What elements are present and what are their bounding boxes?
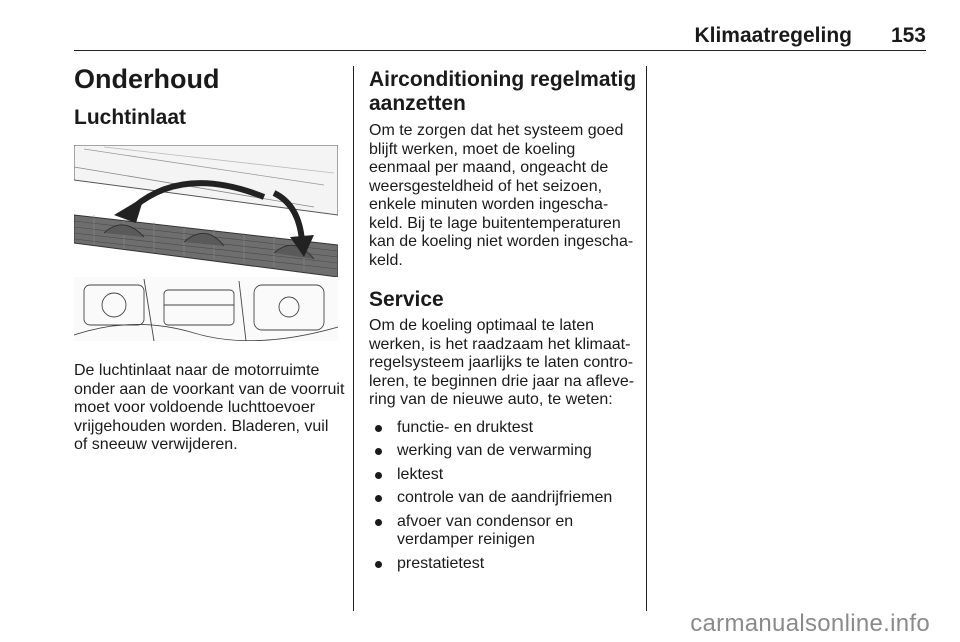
text-line: vrijgehouden worden. Bladeren, vuil (74, 417, 329, 435)
service-title: Service (369, 288, 444, 311)
list-item-text: lektest (397, 465, 444, 483)
text-line: onder aan de voorkant van de voorruit (74, 380, 345, 398)
list-item (369, 419, 639, 438)
list-item (369, 489, 639, 508)
list-item (369, 442, 639, 461)
text-line: Om de koeling optimaal te laten (369, 317, 595, 334)
bullet-icon (375, 472, 382, 479)
text-line: regelsysteem jaarlijks te laten contro- (369, 354, 634, 371)
service-paragraph (369, 317, 639, 410)
list-item (369, 466, 639, 485)
text-line: weersgesteldheid of het seizoen, (369, 177, 603, 195)
list-item (369, 513, 639, 550)
bullet-icon (375, 519, 382, 526)
air-inlet-text (74, 362, 349, 455)
text-line: leren, te beginnen drie jaar na afleve- (369, 372, 635, 390)
text-line: ring van de nieuwe auto, te weten: (369, 391, 613, 408)
list-item-text: controle van de aandrijfriemen (397, 489, 613, 506)
left-body (74, 362, 349, 455)
text-line: keld. (369, 251, 403, 269)
ac-title-line-2: aanzetten (369, 92, 466, 115)
text-line: keld. Bij te lage buitentemperaturen (369, 214, 621, 232)
ac-section-title (369, 68, 639, 116)
list-item (369, 555, 639, 574)
list-item-text: afvoer van condensor en verdamper reinigen (397, 512, 574, 548)
ac-paragraph (369, 122, 639, 270)
page-header-title: Klimaatregeling (694, 24, 852, 47)
column-divider-left (353, 66, 354, 611)
text-line: werken, is het raadzaam het klimaat- (369, 335, 631, 353)
ac-title-line-1: Airconditioning regelmatig (369, 68, 637, 91)
middle-column (369, 68, 639, 578)
list-item-text: werking van de verwarming (397, 442, 592, 459)
section-title: Onderhoud (74, 64, 220, 94)
subsection-title: Luchtinlaat (74, 106, 187, 129)
bullet-icon (375, 495, 382, 502)
air-inlet-illustration (74, 145, 338, 341)
watermark: carmanualsonline.info (690, 610, 930, 637)
list-item-text: functie- en druktest (397, 418, 534, 436)
bullet-icon (375, 425, 382, 432)
service-checklist (369, 419, 639, 574)
page-number: 153 (890, 24, 926, 47)
bullet-icon (375, 561, 382, 568)
text-line: blijft werken, moet de koeling (369, 140, 576, 158)
text-line: De luchtinlaat naar de motorruimte (74, 362, 320, 379)
left-column (74, 64, 344, 130)
text-line: moet voor voldoende luchttoevoer (74, 399, 316, 416)
column-divider-right (646, 66, 647, 611)
list-item-text: prestatietest (397, 554, 485, 572)
text-line: Om te zorgen dat het systeem goed (369, 122, 624, 139)
bullet-icon (375, 448, 382, 455)
text-line: enkele minuten worden ingescha- (369, 196, 609, 213)
text-line: kan de koeling niet worden ingescha- (369, 233, 634, 250)
text-line: eenmaal per maand, ongeacht de (369, 159, 609, 176)
header-rule (74, 50, 926, 51)
text-line: of sneeuw verwijderen. (74, 436, 238, 453)
